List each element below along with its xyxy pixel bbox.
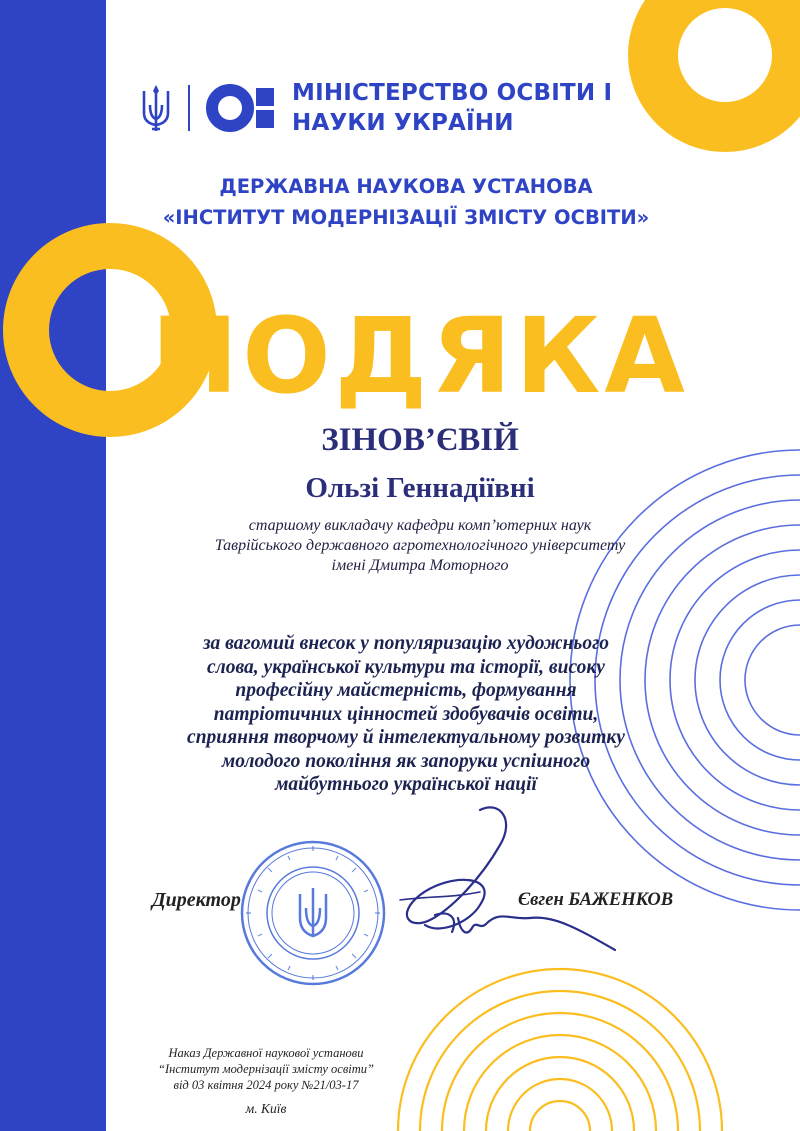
reason-line: майбутнього української нації <box>275 774 537 795</box>
handwritten-signature <box>330 800 620 970</box>
trident-icon <box>140 80 174 136</box>
order-line: від 03 квітня 2024 року №21/03-17 <box>173 1078 359 1092</box>
director-name: Євген БАЖЕНКОВ <box>518 890 674 910</box>
position-line: імені Дмитра Моторного <box>331 557 509 574</box>
reason-line: молодого покоління як запоруки успішного <box>221 750 591 772</box>
reason-line: патріотичних цінностей здобувачів освіти, <box>213 703 599 725</box>
director-label: Директор <box>152 889 241 911</box>
ministry-header <box>140 80 612 136</box>
ministry-name <box>292 78 612 138</box>
gratitude-reason <box>106 632 706 797</box>
reason-line: слова, української культури та історії, високу <box>207 656 605 678</box>
order-line: Наказ Державної наукової установи <box>168 1046 364 1060</box>
institute-line-1: ДЕРЖАВНА НАУКОВА УСТАНОВА <box>219 175 593 198</box>
position-line: Таврійського державного агротехнологічного університету <box>214 537 626 554</box>
ministry-line-1: МІНІСТЕРСТВО ОСВІТИ І <box>292 80 613 106</box>
order-line: “Інститут модернізації змісту освіти” <box>158 1062 374 1076</box>
order-reference <box>116 1045 416 1093</box>
recipient-surname: ЗІНОВ’ЄВІЙ <box>321 422 519 458</box>
recipient-position <box>150 516 690 576</box>
city-label: м. Київ <box>245 1101 287 1116</box>
institute-name <box>106 171 706 233</box>
ministry-line-2: НАУКИ УКРАЇНИ <box>292 110 514 136</box>
left-blue-stripe <box>0 0 106 1131</box>
reason-line: за вагомий внесок у популяризацію художнього <box>202 633 610 654</box>
reason-line: сприяння творчому й інтелектуальному розвитку <box>187 727 625 748</box>
mon-logo-icon <box>204 80 280 136</box>
recipient-given-names: Ользі Геннадіївні <box>305 472 535 504</box>
document-title: ПОДЯКА <box>151 295 689 417</box>
institute-line-2: «ІНСТИТУТ МОДЕРНІЗАЦІЇ ЗМІСТУ ОСВІТИ» <box>162 206 650 229</box>
reason-line: професійну майстерність, формування <box>235 680 577 701</box>
position-line: старшому викладачу кафедри комп’ютерних наук <box>248 517 592 534</box>
header-divider <box>188 85 190 131</box>
